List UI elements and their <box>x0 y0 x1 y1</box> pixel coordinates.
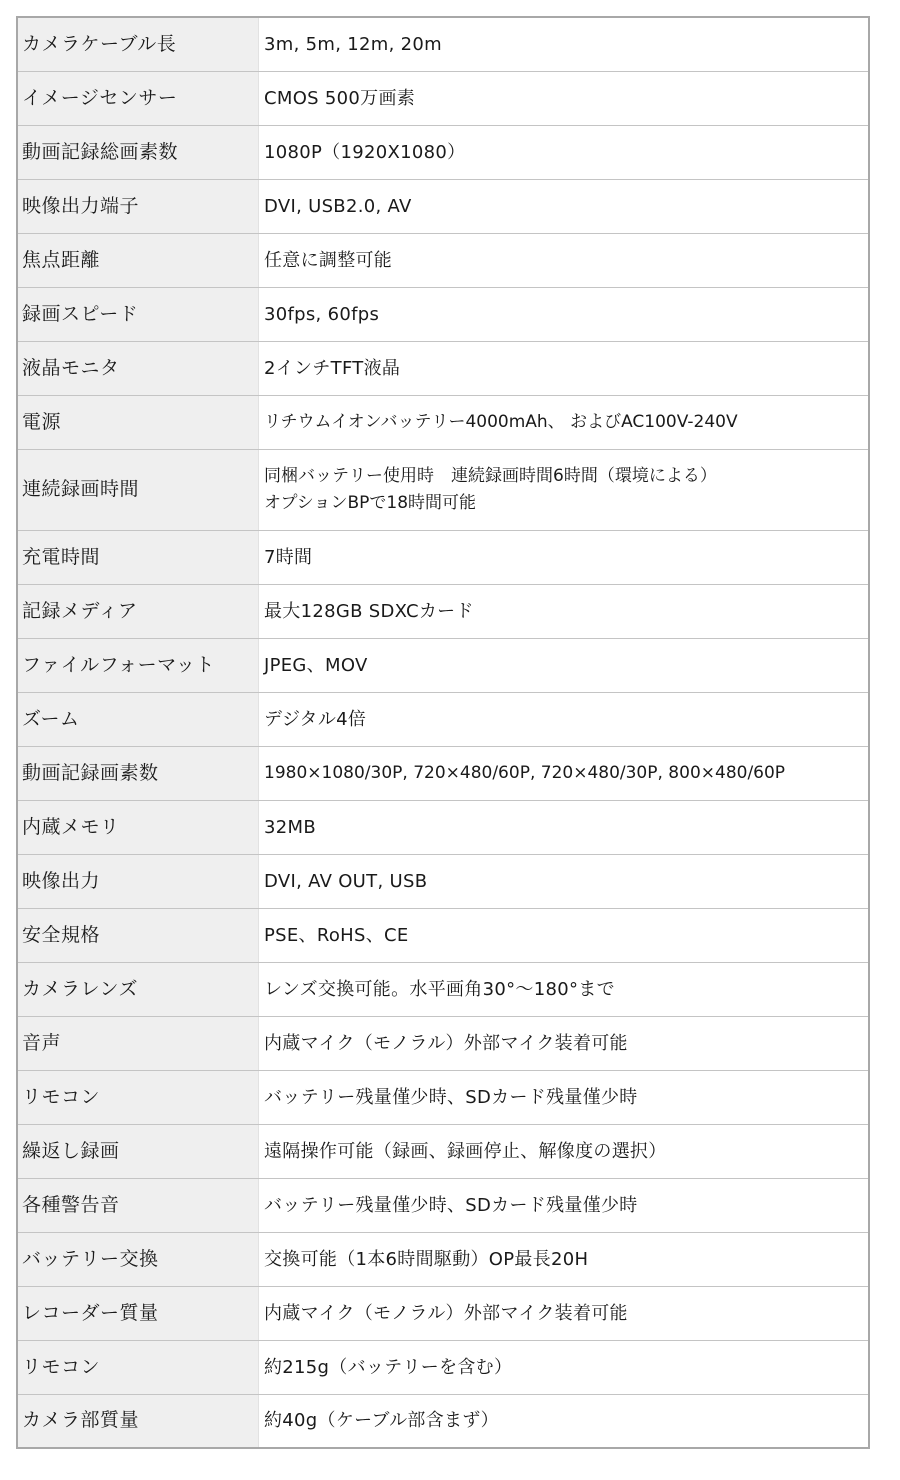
spec-value: 2インチTFT液晶 <box>259 341 870 395</box>
spec-label: バッテリー交換 <box>17 1232 259 1286</box>
spec-value: 1080P（1920X1080） <box>259 125 870 179</box>
spec-label: 液晶モニタ <box>17 341 259 395</box>
table-row <box>17 1178 869 1232</box>
table-row <box>17 71 869 125</box>
table-row <box>17 908 869 962</box>
table-row <box>17 179 869 233</box>
spec-label: リモコン <box>17 1340 259 1394</box>
spec-value: CMOS 500万画素 <box>259 71 870 125</box>
table-row <box>17 1286 869 1340</box>
table-row <box>17 800 869 854</box>
table-row <box>17 962 869 1016</box>
table-row <box>17 638 869 692</box>
table-row <box>17 125 869 179</box>
spec-value: JPEG、MOV <box>259 638 870 692</box>
spec-label: 動画記録画素数 <box>17 746 259 800</box>
spec-value: 3m, 5m, 12m, 20m <box>259 17 870 71</box>
spec-value: 遠隔操作可能（録画、録画停止、解像度の選択） <box>259 1124 870 1178</box>
table-row <box>17 1394 869 1448</box>
spec-value: レンズ交換可能。水平画角30°～180°まで <box>259 962 870 1016</box>
table-row <box>17 1232 869 1286</box>
spec-label: カメラレンズ <box>17 962 259 1016</box>
spec-label: ズーム <box>17 692 259 746</box>
spec-label: 安全規格 <box>17 908 259 962</box>
table-row <box>17 17 869 71</box>
spec-label: カメラケーブル長 <box>17 17 259 71</box>
spec-value: バッテリー残量僅少時、SDカード残量僅少時 <box>259 1070 870 1124</box>
table-row <box>17 395 869 449</box>
spec-label: リモコン <box>17 1070 259 1124</box>
spec-value: 同梱バッテリー使用時 連続録画時間6時間（環境による） オプションBPで18時間可能 <box>259 449 870 530</box>
spec-value: 約40g（ケーブル部含まず） <box>259 1394 870 1448</box>
table-row <box>17 746 869 800</box>
spec-value: 約215g（バッテリーを含む） <box>259 1340 870 1394</box>
table-row <box>17 530 869 584</box>
table-row <box>17 233 869 287</box>
spec-table <box>16 16 870 1449</box>
table-row <box>17 854 869 908</box>
spec-value: デジタル4倍 <box>259 692 870 746</box>
spec-value: 7時間 <box>259 530 870 584</box>
spec-label: 焦点距離 <box>17 233 259 287</box>
table-row <box>17 341 869 395</box>
spec-label: 映像出力 <box>17 854 259 908</box>
spec-label: 充電時間 <box>17 530 259 584</box>
spec-label: 各種警告音 <box>17 1178 259 1232</box>
spec-label: イメージセンサー <box>17 71 259 125</box>
spec-label: 動画記録総画素数 <box>17 125 259 179</box>
table-row <box>17 1016 869 1070</box>
table-row <box>17 584 869 638</box>
spec-label: 記録メディア <box>17 584 259 638</box>
table-row <box>17 287 869 341</box>
spec-value: 任意に調整可能 <box>259 233 870 287</box>
spec-label: 繰返し録画 <box>17 1124 259 1178</box>
spec-value: 30fps, 60fps <box>259 287 870 341</box>
spec-value: 内蔵マイク（モノラル）外部マイク装着可能 <box>259 1286 870 1340</box>
table-row <box>17 1070 869 1124</box>
spec-label: ファイルフォーマット <box>17 638 259 692</box>
spec-label: 内蔵メモリ <box>17 800 259 854</box>
spec-label: 録画スピード <box>17 287 259 341</box>
spec-label: レコーダー質量 <box>17 1286 259 1340</box>
spec-label: 電源 <box>17 395 259 449</box>
spec-value: 1980×1080/30P, 720×480/60P, 720×480/30P, 800×480/60P <box>259 746 870 800</box>
spec-value: 32MB <box>259 800 870 854</box>
spec-value: バッテリー残量僅少時、SDカード残量僅少時 <box>259 1178 870 1232</box>
spec-label: カメラ部質量 <box>17 1394 259 1448</box>
spec-label: 音声 <box>17 1016 259 1070</box>
spec-value: DVI, USB2.0, AV <box>259 179 870 233</box>
table-row <box>17 1124 869 1178</box>
spec-value: 内蔵マイク（モノラル）外部マイク装着可能 <box>259 1016 870 1070</box>
table-row <box>17 1340 869 1394</box>
spec-label: 映像出力端子 <box>17 179 259 233</box>
spec-value: DVI, AV OUT, USB <box>259 854 870 908</box>
table-row <box>17 449 869 530</box>
spec-value: 最大128GB SDXCカード <box>259 584 870 638</box>
table-row <box>17 692 869 746</box>
spec-value: 交換可能（1本6時間駆動）OP最長20H <box>259 1232 870 1286</box>
spec-value: PSE、RoHS、CE <box>259 908 870 962</box>
spec-value: リチウムイオンバッテリー4000mAh、 およびAC100V-240V <box>259 395 870 449</box>
spec-label: 連続録画時間 <box>17 449 259 530</box>
